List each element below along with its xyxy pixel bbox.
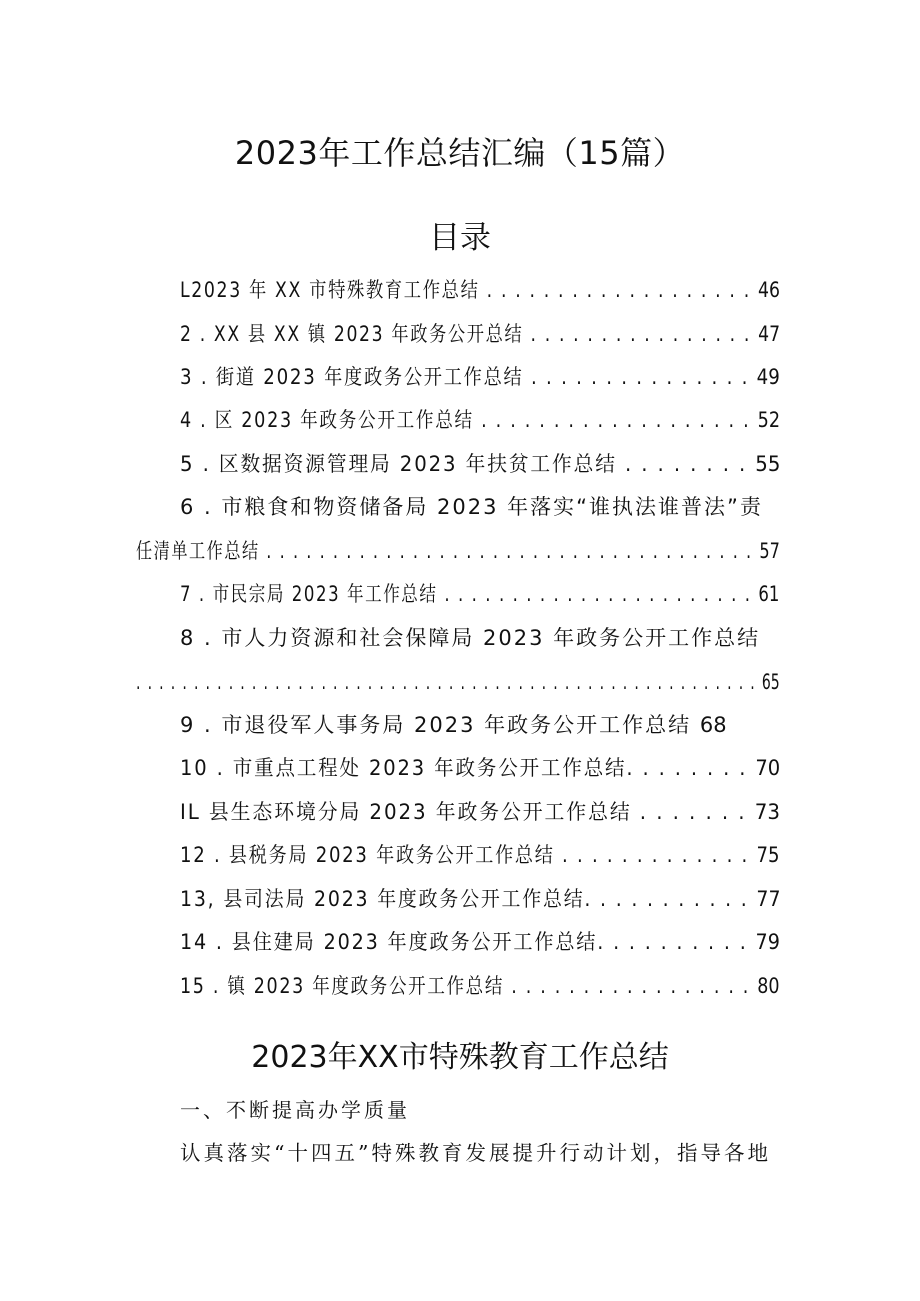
toc-entry-page: 57 (759, 539, 780, 563)
toc-entry-text: IL 县生态环境分局 2023 年政务公开工作总结 . . . . . . . (180, 800, 755, 824)
toc-entry-text: 14 . 县住建局 2023 年度政务公开工作总结. . . . . . . . . . (180, 930, 756, 954)
document-title: 2023年工作总结汇编（15篇） (234, 134, 686, 172)
toc-entry-text: . . . . . . . . . . . . . . . . . . . . . . . . . . . . . . . . . . . . . . . . . . . . . . . . . . . . . . (136, 670, 762, 694)
toc-entry[interactable] (180, 885, 780, 913)
toc-entry-continuation[interactable] (136, 537, 780, 565)
toc-entry-text: 7 . 市民宗局 2023 年工作总结 . . . . . . . . . . . . . . . . . . . . . . . (180, 582, 759, 606)
toc-entry[interactable] (180, 928, 780, 956)
toc-entry[interactable] (180, 798, 780, 826)
toc-entry-text: 13, 县司法局 2023 年度政务公开工作总结. . . . . . . . . . . (180, 887, 757, 911)
toc-heading: 目录 (429, 220, 491, 256)
toc-entry-page: 68 (699, 713, 727, 737)
toc-entry-page: 77 (756, 887, 781, 911)
toc-entry-text: 5 . 区数据资源管理局 2023 年扶贫工作总结 . . . . . . . . (180, 452, 756, 476)
toc-entry-page: 61 (758, 582, 780, 606)
toc-entry[interactable] (180, 624, 760, 652)
toc-entry-text: 4 . 区 2023 年政务公开工作总结 . . . . . . . . . . . . . . . . . . . (180, 408, 758, 432)
toc-entry[interactable] (180, 580, 779, 608)
paragraph-text: 认真落实“十四五”特殊教育发展提升行动计划，指导各地 (180, 1141, 771, 1165)
toc-entry-text: 任清单工作总结 . . . . . . . . . . . . . . . . . . . . . . . . . . . . . . . . . . . . . (136, 539, 760, 563)
section-title: 2023年XX市特殊教育工作总结 (251, 1040, 669, 1075)
toc-entry[interactable] (180, 450, 780, 478)
toc-entry-text: 6 . 市粮食和物资储备局 2023 年落实“谁执法谁普法”责 (180, 495, 763, 519)
toc-entry[interactable] (180, 276, 780, 304)
toc-entry-text: 8 . 市人力资源和社会保障局 2023 年政务公开工作总结 (180, 626, 761, 650)
toc-entry[interactable] (180, 320, 780, 348)
toc-entry[interactable] (180, 711, 727, 739)
toc-entry-text: L2023 年 XX 市特殊教育工作总结 . . . . . . . . . . . . . . . . . . . (180, 278, 758, 302)
toc-entry-text: 3 . 街道 2023 年度政务公开工作总结 . . . . . . . . . . . . . . . (180, 365, 757, 389)
toc-entry-page: 75 (756, 843, 780, 867)
toc-entry-page: 49 (756, 365, 780, 389)
toc-entry-continuation[interactable] (136, 668, 780, 696)
toc-entry-page: 70 (755, 756, 781, 780)
toc-entry[interactable] (180, 363, 780, 391)
toc-entry-text: 15 . 镇 2023 年度政务公开工作总结 . . . . . . . . . . . . . . . . . (180, 974, 758, 998)
toc-entry[interactable] (180, 841, 780, 869)
toc-entry-page: 65 (761, 670, 780, 694)
section-subheading: 一、不断提高办学质量 (180, 1098, 410, 1122)
toc-entry[interactable] (180, 754, 780, 782)
toc-entry-page: 73 (754, 800, 780, 824)
toc-entry-page: 80 (757, 974, 780, 998)
toc-entry[interactable] (180, 493, 763, 521)
toc-entry[interactable] (180, 406, 780, 434)
toc-entry-text: 10 . 市重点工程处 2023 年政务公开工作总结. . . . . . . . (180, 756, 756, 780)
toc-entry-page: 46 (757, 278, 780, 302)
toc-entry-text: 9 . 市退役军人事务局 2023 年政务公开工作总结 (180, 713, 700, 737)
toc-entry-page: 52 (757, 408, 781, 432)
toc-entry-page: 79 (755, 930, 780, 954)
toc-entry-page: 55 (755, 452, 781, 476)
toc-entry-text: 2 . XX 县 XX 镇 2023 年政务公开总结 . . . . . . . . . . . . . . . . (180, 322, 759, 346)
toc-entry-page: 47 (758, 322, 781, 346)
toc-entry-text: 12 . 县税务局 2023 年政务公开工作总结 . . . . . . . . . . . . . (180, 843, 757, 867)
toc-entry[interactable] (180, 972, 780, 1000)
